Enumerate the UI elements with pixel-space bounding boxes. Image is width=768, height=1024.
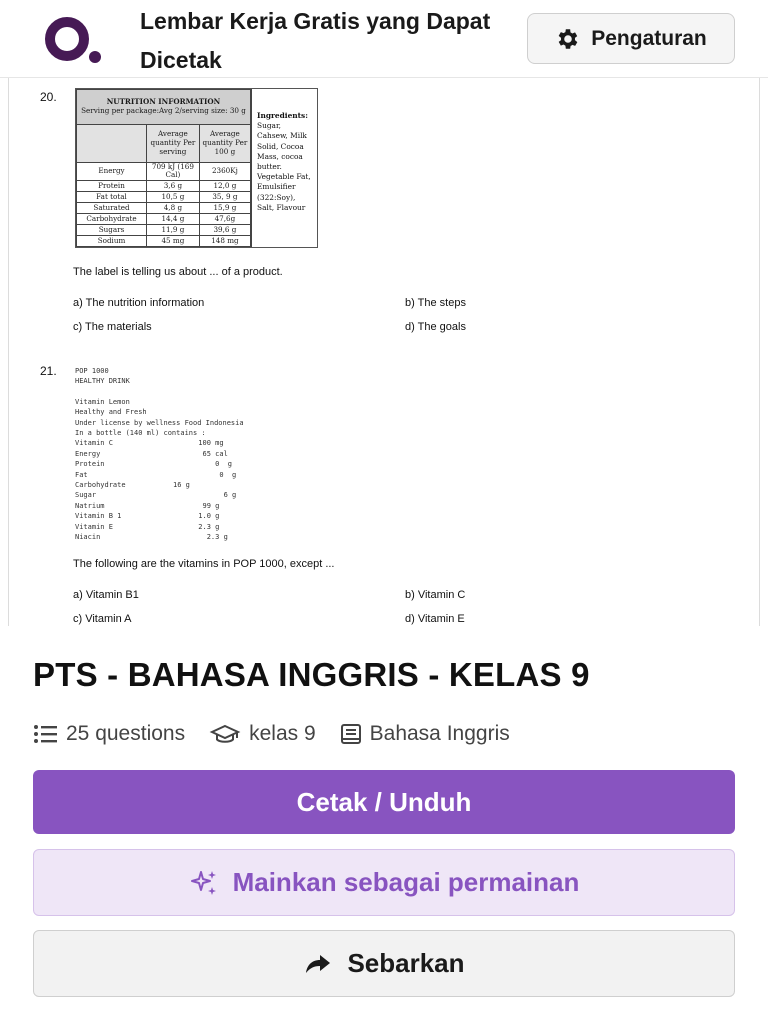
question-number: 20. (40, 90, 57, 104)
answer-option: b) Vitamin C (405, 589, 466, 601)
nutrient-row: Sugar 6 g (75, 491, 237, 500)
worksheet-title: PTS - BAHASA INGGRIS - KELAS 9 (33, 656, 590, 693)
share-label: Sebarkan (347, 948, 465, 978)
list-icon (33, 723, 58, 745)
graduation-cap-icon (209, 723, 241, 745)
table-row: Carbohydrate 14,4 g 47,6g (77, 214, 251, 225)
question-count: 25 questions (33, 722, 185, 746)
grade-level: kelas 9 (209, 722, 316, 746)
answer-option: c) Vitamin A (73, 613, 132, 625)
answer-option: a) Vitamin B1 (73, 589, 139, 601)
play-as-game-label: Mainkan sebagai permainan (232, 867, 580, 897)
nutrient-row: Natrium 99 g (75, 501, 220, 510)
nutrient-row: Niacin 2.3 g (75, 533, 228, 542)
settings-label: Pengaturan (591, 26, 707, 50)
play-as-game-button[interactable] (33, 849, 735, 916)
worksheet-meta (33, 722, 534, 746)
column-header: Average quantity Per 100 g (199, 124, 250, 162)
print-download-button[interactable] (33, 770, 735, 834)
answer-option: c) The materials (73, 321, 152, 333)
table-row: Protein 3,6 g 12,0 g (77, 181, 251, 192)
nutrient-row: Protein 0 g (75, 460, 233, 469)
table-row: Saturated 4,8 g 15,9 g (77, 203, 251, 214)
question-text: The following are the vitamins in POP 1000, except ... (73, 558, 335, 570)
quizizz-logo-icon[interactable] (40, 14, 106, 64)
question-text: The label is telling us about ... of a product. (73, 266, 283, 278)
answer-option: b) The steps (405, 297, 466, 309)
share-arrow-icon (303, 949, 333, 979)
table-row: Energy 709 kJ (169 Cal) 2360Kj (77, 162, 251, 180)
product-label: POP 1000 HEALTHY DRINK Vitamin Lemon Healthy and Fresh Under license by wellness Food Indonesia In a bottle (140 ml) contains : Vitamin C 100 mg Energy 65 cal Protein 0 g Fat 0 g Carbohydrate 16 g Sugar 6 g Natrium 99 g Vitamin B 1 1.0 g Vitamin E 2.3 g Niacin 2.3 g (75, 367, 244, 542)
nutrient-row: Vitamin C 100 mg (75, 439, 224, 448)
top-header (0, 0, 768, 78)
nutrient-row: Vitamin E 2.3 g (75, 522, 220, 531)
column-header: Average quantity Per serving (147, 124, 200, 162)
nutrition-table (76, 89, 251, 247)
worksheet-preview[interactable] (8, 78, 760, 626)
nutrient-row: Vitamin B 1 1.0 g (75, 512, 220, 521)
nutrition-label (75, 88, 318, 248)
nutrition-table-title: NUTRITION INFORMATION Serving per package:Avg 2/serving size: 30 g (77, 90, 251, 125)
nutrient-row: Carbohydrate 16 g (75, 481, 190, 490)
settings-button[interactable] (527, 13, 735, 64)
nutrient-row: Fat 0 g (75, 470, 237, 479)
answer-option: d) Vitamin E (405, 613, 465, 625)
nutrient-row: Energy 65 cal (75, 449, 228, 458)
share-button[interactable] (33, 930, 735, 997)
ingredients-list: Ingredients: Sugar, Cahsew, Milk Solid, Cocoa Mass, cocoa butter. Vegetable Fat, Emulsifier (322:Soy), Salt, Flavour (251, 89, 317, 247)
app-title: Lembar Kerja Gratis yang Dapat Dicetak (140, 8, 491, 73)
subject: Bahasa Inggris (340, 722, 510, 746)
table-row: Fat total 10,5 g 35, 9 g (77, 192, 251, 203)
answer-option: a) The nutrition information (73, 297, 205, 309)
answer-option: d) The goals (405, 321, 466, 333)
print-download-label: Cetak / Unduh (296, 786, 472, 817)
question-number: 21. (40, 364, 57, 378)
gear-icon (555, 26, 581, 52)
sparkles-icon (189, 868, 219, 898)
book-icon (340, 723, 362, 745)
serving-size: Serving per package:Avg 2/serving size: 30 g (81, 105, 246, 115)
table-row: Sodium 45 mg 148 mg (77, 236, 251, 247)
table-row: Sugars 11,9 g 39,6 g (77, 225, 251, 236)
